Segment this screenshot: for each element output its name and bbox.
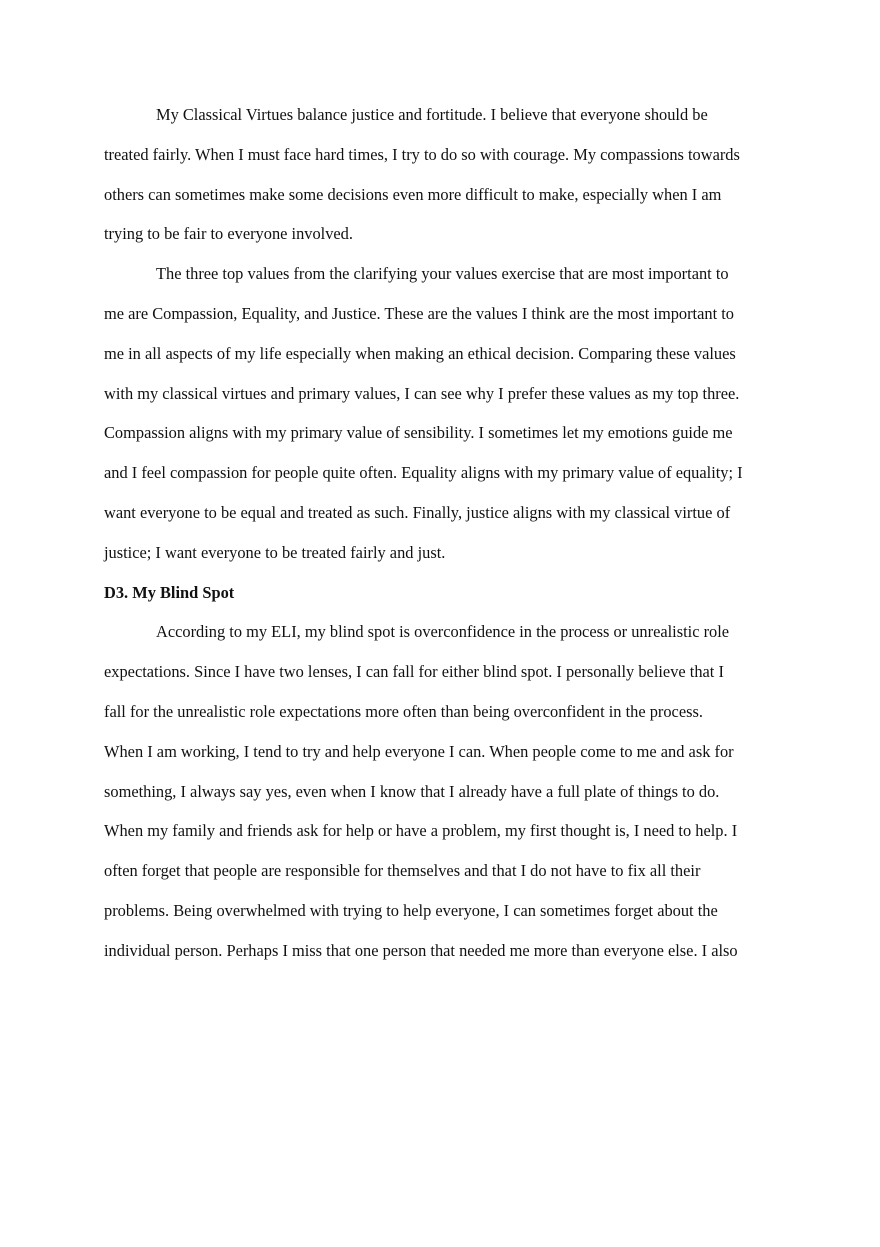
paragraph-line: others can sometimes make some decisions even more difficult to make, especially when I am — [104, 184, 722, 204]
paragraph-classical-virtues — [104, 98, 780, 257]
paragraph-line: something, I always say yes, even when I know that I already have a full plate of things to do. — [104, 781, 720, 801]
paragraph-line: with my classical virtues and primary values, I can see why I prefer these values as my top three. — [104, 383, 740, 403]
paragraph-line: trying to be fair to everyone involved. — [104, 224, 353, 244]
paragraph-top-values — [104, 257, 780, 575]
paragraph-line: want everyone to be equal and treated as such. Finally, justice aligns with my classical virtue of — [104, 502, 731, 522]
paragraph-line: me in all aspects of my life especially when making an ethical decision. Comparing these values — [104, 343, 736, 363]
paragraph-line: problems. Being overwhelmed with trying to help everyone, I can sometimes forget about the — [104, 900, 718, 920]
paragraph-line: and I feel compassion for people quite often. Equality aligns with my primary value of equality; I — [104, 463, 743, 483]
paragraph-line: When my family and friends ask for help or have a problem, my first thought is, I need to help. I — [104, 821, 738, 841]
paragraph-line: Compassion aligns with my primary value of sensibility. I sometimes let my emotions guide me — [104, 423, 733, 443]
paragraph-line: My Classical Virtues balance justice and fortitude. I believe that everyone should be — [156, 105, 708, 124]
paragraph-line: expectations. Since I have two lenses, I can fall for either blind spot. I personally believe that I — [104, 662, 724, 682]
paragraph-line: me are Compassion, Equality, and Justice. These are the values I think are the most important to — [104, 303, 734, 323]
paragraph-line: justice; I want everyone to be treated fairly and just. — [104, 542, 446, 562]
paragraph-line: treated fairly. When I must face hard times, I try to do so with courage. My compassions towards — [104, 144, 740, 164]
paragraph-line: When I am working, I tend to try and help everyone I can. When people come to me and ask for — [104, 741, 734, 761]
paragraph-line: often forget that people are responsible for themselves and that I do not have to fix all their — [104, 861, 701, 881]
paragraph-line: According to my ELI, my blind spot is overconfidence in the process or unrealistic role — [156, 622, 730, 642]
paragraph-line: individual person. Perhaps I miss that one person that needed me more than everyone else. I also — [104, 940, 738, 960]
paragraph-line: fall for the unrealistic role expectations more often than being overconfident in the process. — [104, 701, 703, 721]
section-heading: D3. My Blind Spot — [104, 582, 235, 602]
document-body — [104, 98, 780, 974]
paragraph-line: The three top values from the clarifying your values exercise that are most important to — [156, 264, 729, 284]
paragraph-blind-spot — [104, 615, 780, 973]
